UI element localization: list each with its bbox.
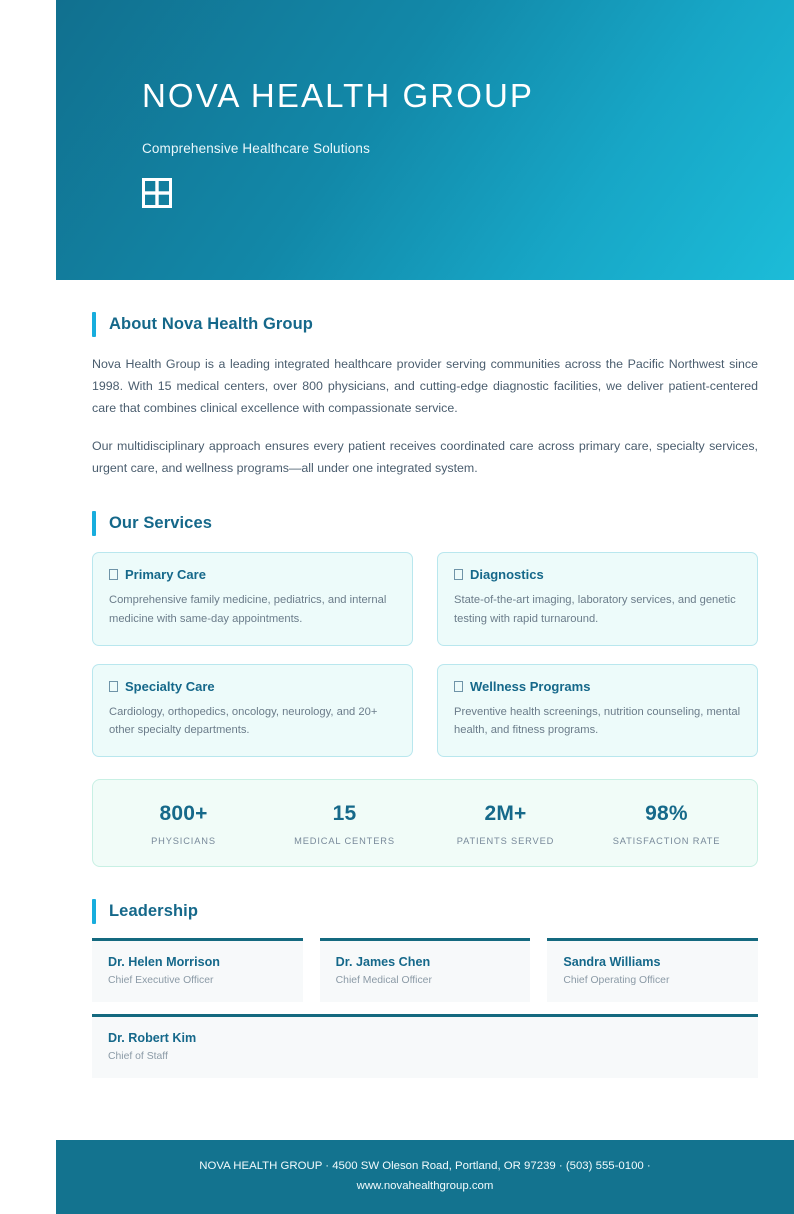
about-paragraph-2: Our multidisciplinary approach ensures every patient receives coordinated care across primary care, specialty services, urgent care, and wellness programs—all under one integrated system. [92,439,758,476]
stat-item [586,802,747,846]
company-title: NOVA HEALTH GROUP [142,77,535,114]
service-title-row [454,567,741,582]
section-accent-bar [92,312,96,337]
services-section-header [92,511,758,536]
stat-label: MEDICAL CENTERS [294,835,395,846]
stat-label: SATISFACTION RATE [612,835,721,846]
service-description: Cardiology, orthopedics, oncology, neurology, and 20+ other specialty departments. [109,705,378,736]
missing-glyph-icon [454,681,463,692]
service-description: State-of-the-art imaging, laboratory services, and genetic testing with rapid turnaround. [454,594,736,625]
service-title: Specialty Care [125,678,215,694]
service-description: Preventive health screenings, nutrition counseling, mental health, and fitness programs. [454,705,741,736]
service-title-row [454,679,741,694]
services-heading: Our Services [109,514,213,533]
section-accent-bar [92,899,96,924]
hero-banner [56,0,794,280]
missing-glyph-icon [109,681,118,692]
missing-glyph-icon [109,569,118,580]
leader-role: Chief Operating Officer [563,974,670,986]
about-section-header [92,312,758,337]
service-title-row [109,679,396,694]
service-title: Primary Care [125,567,206,583]
leader-card [92,1014,758,1078]
leader-role: Chief Medical Officer [335,974,432,986]
stat-item [264,802,425,846]
stat-label: PATIENTS SERVED [456,835,555,846]
stat-value: 98% [645,801,688,825]
document-sheet [56,0,794,1214]
missing-glyph-icon [454,569,463,580]
page-footer [56,1140,794,1214]
stat-label: PHYSICIANS [151,835,216,846]
stat-item [425,802,586,846]
service-card [437,664,758,757]
document-body [56,312,794,1078]
footer-contact-line: NOVA HEALTH GROUP · 4500 SW Oleson Road, Portland, OR 97239 · (503) 555-0100 · www.novahealthgroup.com [199,1160,651,1192]
stat-item [103,802,264,846]
stat-value: 800+ [159,801,208,825]
stat-value: 15 [332,801,357,825]
statistics-panel [92,779,758,867]
leader-card [320,938,531,1002]
about-paragraph-1: Nova Health Group is a leading integrated healthcare provider serving communities across the Pacific Northwest since 1998. With 15 medical centers, over 800 physicians, and cutting-edge diagnostic facilities, we deliver patient-centered care that combines clinical excellence with compassionate service. [92,357,758,416]
service-description: Comprehensive family medicine, pediatrics, and internal medicine with same-day appointments. [109,594,387,625]
leader-role: Chief of Staff [108,1050,168,1062]
service-title-row [109,567,396,582]
leader-name: Dr. James Chen [335,954,431,969]
leadership-section-header [92,899,758,924]
grid-2x2-icon [142,178,172,208]
service-card [92,552,413,645]
section-accent-bar [92,511,96,536]
leader-name: Sandra Williams [563,954,661,969]
service-card [92,664,413,757]
company-tagline: Comprehensive Healthcare Solutions [142,141,370,157]
leadership-grid [92,938,758,1078]
service-title: Diagnostics [470,567,544,583]
about-heading: About Nova Health Group [109,315,313,333]
leader-role: Chief Executive Officer [108,974,214,986]
leader-card [547,938,758,1002]
leader-card [92,938,303,1002]
service-title: Wellness Programs [470,678,591,694]
leader-name: Dr. Helen Morrison [108,954,220,969]
leader-name: Dr. Robert Kim [108,1030,197,1045]
stat-value: 2M+ [484,801,527,825]
service-card [437,552,758,645]
leadership-heading: Leadership [109,901,199,920]
services-grid [92,552,758,757]
hero-content [142,78,754,208]
